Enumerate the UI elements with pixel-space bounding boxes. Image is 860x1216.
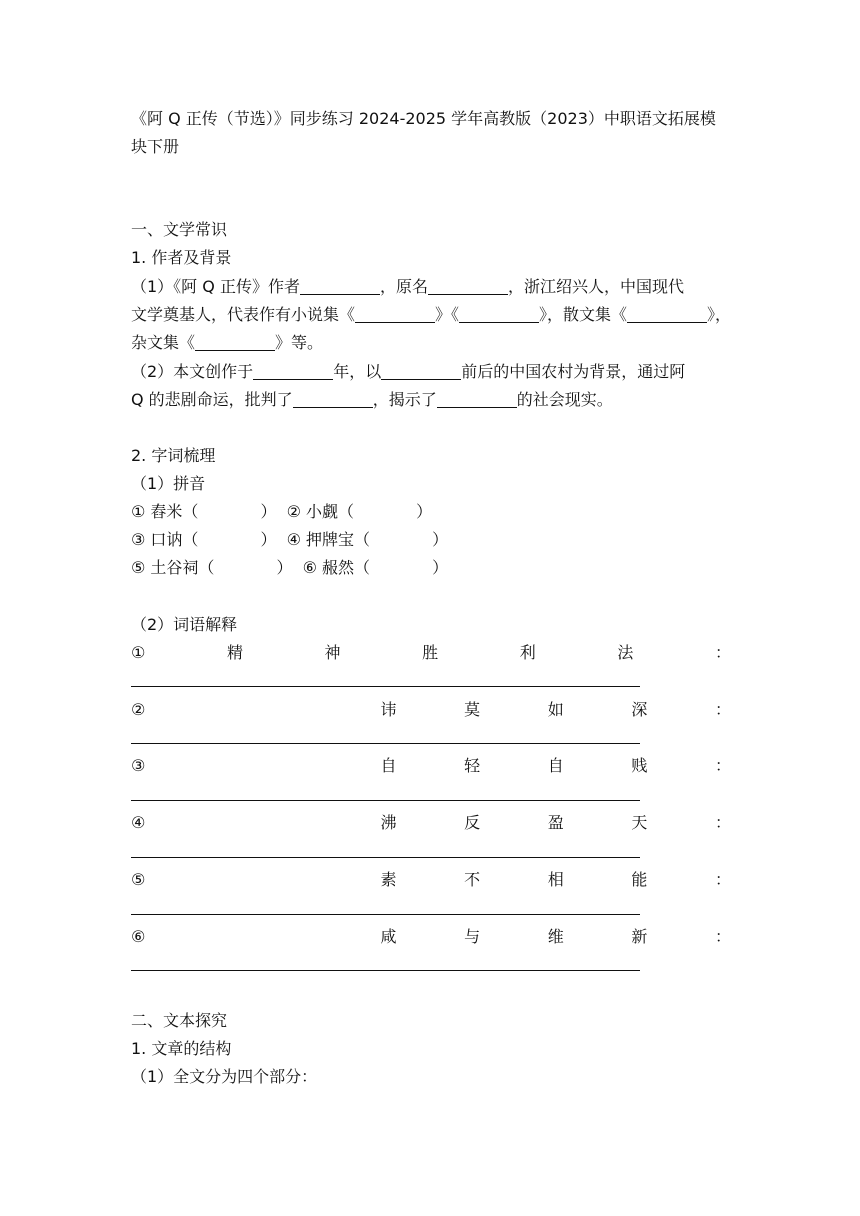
- fill-blank[interactable]: [300, 278, 380, 295]
- answer-line[interactable]: [131, 800, 640, 801]
- author-paragraph-line1: （1）《阿 Q 正传》作者 ，原名 ，浙江绍兴人，中国现代: [131, 277, 684, 296]
- section1-heading: 一、文学常识: [131, 220, 228, 239]
- answer-line[interactable]: [131, 743, 640, 744]
- answer-line[interactable]: [131, 686, 640, 687]
- author-paragraph-line2: 文学奠基人，代表作有小说集《 》《 》，散文集《 》，: [131, 305, 732, 324]
- background-paragraph-line1: （2）本文创作于 年，以 前后的中国农村为背景，通过阿: [131, 362, 686, 381]
- fill-blank[interactable]: [253, 363, 333, 380]
- vocab-item: ② 讳 莫 如 深 ：: [131, 700, 731, 719]
- vocab-item: ⑤ 素 不 相 能 ：: [131, 870, 731, 889]
- fill-blank[interactable]: [459, 306, 539, 323]
- section2-heading: 二、文本探究: [131, 1011, 228, 1030]
- answer-line[interactable]: [131, 970, 640, 971]
- vocab-item: ④ 沸 反 盈 天 ：: [131, 813, 731, 832]
- pinyin-row: ⑤ 土谷祠（ ） ⑥ 赧然（ ）: [131, 558, 449, 577]
- vocab-item: ① 精 神 胜 利 法 ：: [131, 643, 731, 662]
- fill-blank[interactable]: [355, 306, 435, 323]
- vocab-item: ⑥ 咸 与 维 新 ：: [131, 927, 731, 946]
- answer-line[interactable]: [131, 914, 640, 915]
- document-title-line1: 《阿 Q 正传（节选）》同步练习 2024-2025 学年高教版（2023）中职语文拓展模: [131, 109, 716, 128]
- author-paragraph-line3: 杂文集《 》等。: [131, 333, 324, 352]
- pinyin-row: ① 舂米（ ） ② 小觑（ ）: [131, 502, 433, 521]
- structure-paragraph: （1）全文分为四个部分：: [131, 1067, 318, 1086]
- fill-blank[interactable]: [428, 278, 508, 295]
- fill-blank[interactable]: [627, 306, 707, 323]
- section1-sub1: 1. 作者及背景: [131, 248, 232, 267]
- document-title-line2: 块下册: [131, 137, 180, 156]
- section1-sub2: 2. 字词梳理: [131, 446, 216, 465]
- fill-blank[interactable]: [293, 391, 373, 408]
- pinyin-row: ③ 口讷（ ） ④ 押牌宝（ ）: [131, 530, 449, 549]
- background-paragraph-line2: Q 的悲剧命运，批判了 ，揭示了 的社会现实。: [131, 390, 613, 409]
- fill-blank[interactable]: [381, 363, 461, 380]
- vocab-item: ③ 自 轻 自 贱 ：: [131, 756, 731, 775]
- fill-blank[interactable]: [437, 391, 517, 408]
- answer-line[interactable]: [131, 857, 640, 858]
- pinyin-heading: （1）拼音: [131, 474, 206, 493]
- vocab-heading: （2）词语解释: [131, 615, 238, 634]
- fill-blank[interactable]: [195, 334, 275, 351]
- section2-sub1: 1. 文章的结构: [131, 1039, 232, 1058]
